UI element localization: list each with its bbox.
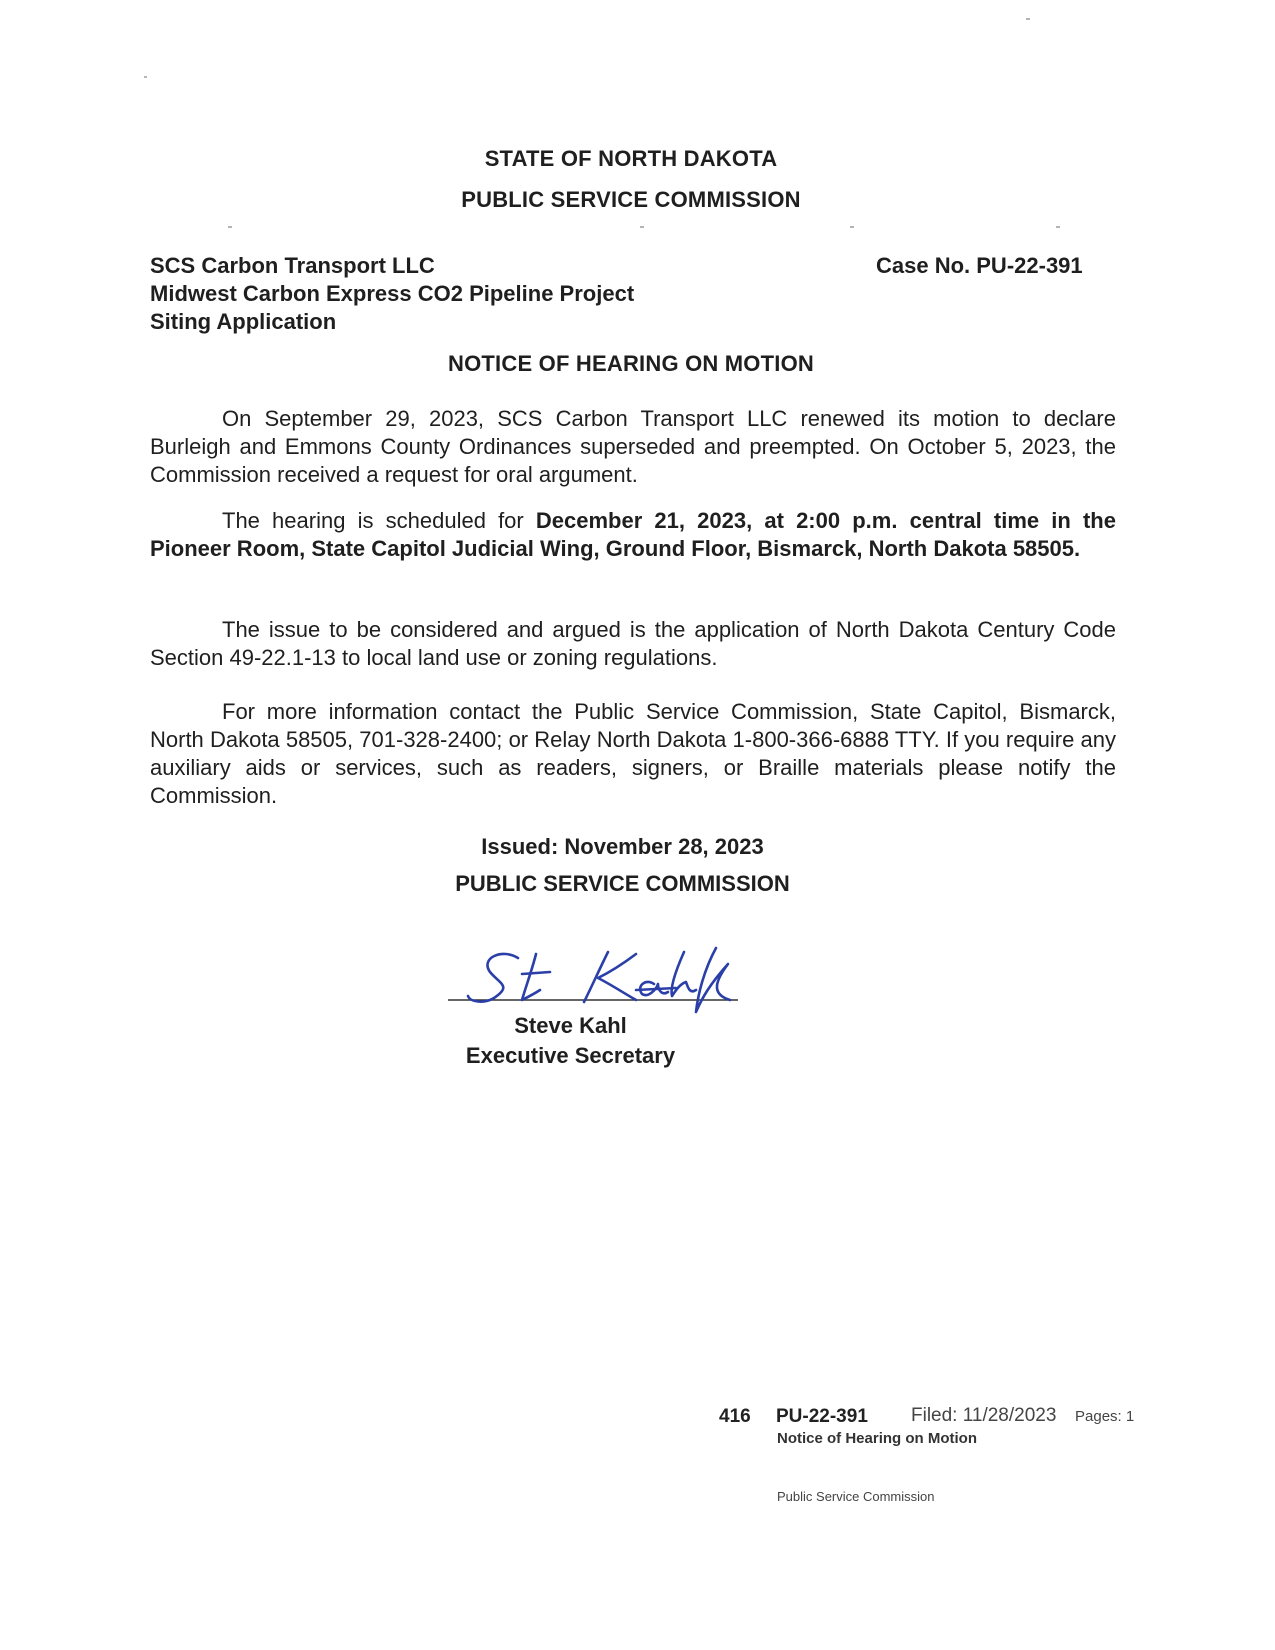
- header-state: STATE OF NORTH DAKOTA: [484, 146, 778, 171]
- signature-image: [440, 940, 750, 1020]
- scan-speck: [144, 76, 147, 78]
- caption-application: Siting Application: [150, 309, 337, 334]
- paragraph-contact: [150, 698, 1116, 810]
- caption-project: Midwest Carbon Express CO2 Pipeline Project: [150, 281, 635, 306]
- scan-speck: [1056, 226, 1060, 228]
- caption-applicant: SCS Carbon Transport LLC: [150, 253, 435, 278]
- paragraph-contact-text: For more information contact the Public Service Commission, State Capitol, Bismarck, North Dakota 58505, 701-328-2400; or Relay North Dakota 1-800-366-6888 TTY. If you require any auxiliary aids or services, such as readers, signers, or Braille materials please notify the Commission.: [150, 699, 1116, 808]
- paragraph-hearing: [150, 507, 1116, 563]
- scan-speck: [640, 226, 644, 228]
- paragraph-hearing-lead: The hearing is scheduled for: [222, 508, 536, 533]
- paragraph-motion: [150, 405, 1116, 489]
- issued-date: Issued: November 28, 2023: [481, 834, 764, 859]
- case-number: Case No. PU-22-391: [876, 253, 1083, 278]
- scan-speck: [228, 226, 232, 228]
- filing-date: Filed: 11/28/2023: [911, 1405, 1057, 1426]
- paragraph-issue: [150, 616, 1116, 672]
- paragraph-motion-text: On September 29, 2023, SCS Carbon Transport LLC renewed its motion to declare Burleigh and Emmons County Ordinances superseded and preempted. On October 5, 2023, the Commission received a request for oral argument.: [150, 406, 1116, 487]
- paragraph-issue-text: The issue to be considered and argued is the application of North Dakota Century Code Section 49-22.1-13 to local land use or zoning regulations.: [150, 617, 1116, 670]
- document-title: NOTICE OF HEARING ON MOTION: [448, 351, 814, 376]
- scan-speck: [850, 226, 854, 228]
- filing-pages: Pages: 1: [1075, 1408, 1135, 1425]
- filing-case-number: PU-22-391: [776, 1406, 868, 1427]
- case-caption: [150, 252, 634, 336]
- header-commission: PUBLIC SERVICE COMMISSION: [461, 187, 801, 212]
- paragraph-hearing-details: December 21, 2023, at 2:00 p.m. central time in the Pioneer Room, State Capitol Judicial Wing, Ground Floor, Bismarck, North Dakota 58505.: [150, 508, 1116, 561]
- issued-commission: PUBLIC SERVICE COMMISSION: [455, 871, 790, 896]
- signatory-name: Steve Kahl: [514, 1013, 627, 1038]
- filing-description: Notice of Hearing on Motion: [777, 1430, 977, 1447]
- filing-agency: Public Service Commission: [777, 1489, 935, 1504]
- filing-item-number: 416: [719, 1406, 751, 1427]
- scan-speck: [1026, 18, 1030, 20]
- signatory-title: Executive Secretary: [465, 1043, 676, 1068]
